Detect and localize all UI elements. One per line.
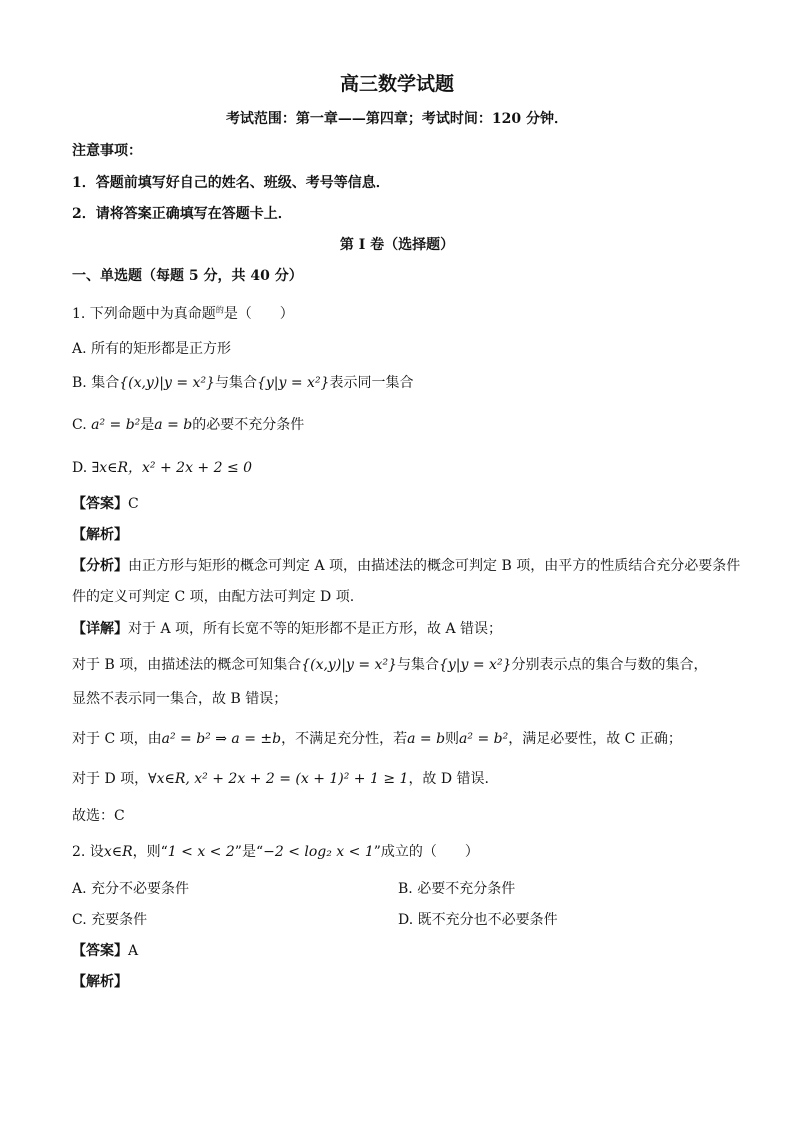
q1-fenxi-line-2: 件的定义可判定 C 项，由配方法可判定 D 项. — [72, 589, 355, 605]
q1-xj4-mid2: 则 — [445, 731, 460, 747]
q1-xiangjie-line-5 — [72, 770, 489, 788]
q1-option-d-prefix: D. — [72, 460, 92, 476]
q2-stem-mid2: ”是“ — [234, 844, 264, 860]
page-title: 高三数学试题 — [339, 73, 454, 95]
q2-option-b: B. 必要不充分条件 — [398, 881, 516, 897]
q1-xj4-expr3: a² = b² — [459, 731, 509, 747]
q2-stem-expr2: 1 < x < 2 — [167, 844, 235, 860]
q2-answer-value: A — [128, 943, 139, 959]
q1-xj4-expr1: a² = b² ⇒ a = ±b — [161, 731, 282, 747]
q2-stem-expr1: x∈R — [103, 844, 133, 860]
q2-answer-label: 【答案】 — [72, 943, 128, 959]
q1-option-c-mid: 是 — [140, 417, 155, 433]
q1-option-b-set2: {y|y = x²} — [256, 375, 330, 391]
q1-answer-value: C — [128, 496, 139, 512]
q2-analysis-label: 【解析】 — [72, 974, 128, 990]
notice-heading: 注意事项： — [72, 143, 142, 159]
q1-option-d — [72, 459, 252, 477]
q1-xiangjie-line-4 — [72, 730, 682, 748]
q1-xiangjie-line-3: 显然不表示同一集合，故 B 错误； — [72, 691, 288, 707]
q1-option-d-expr: ∃x∈R，x² + 2x + 2 ≤ 0 — [91, 460, 253, 476]
q1-option-c-suffix: 的必要不充分条件 — [192, 417, 305, 433]
section-title: 一、单选题（每题 5 分，共 40 分） — [72, 268, 303, 284]
q1-xiangjie-line-1 — [72, 620, 502, 638]
q1-xiangjie-text-1: 对于 A 项，所有长宽不等的矩形都不是正方形，故 A 错误； — [128, 621, 503, 637]
q1-option-b-mid: 与集合 — [214, 375, 257, 391]
q1-option-c — [72, 416, 304, 434]
q1-option-b — [72, 374, 413, 392]
q1-answer-label: 【答案】 — [72, 496, 128, 512]
q1-option-a: A. 所有的矩形都是正方形 — [72, 341, 232, 357]
q2-option-c: C. 充要条件 — [72, 912, 148, 928]
q2-stem-expr3: −2 < log₂ x < 1 — [263, 844, 374, 860]
q1-xj5-prefix: 对于 D 项， — [72, 771, 149, 787]
q1-choose: 故选：C — [72, 808, 125, 824]
q1-answer — [72, 495, 139, 513]
q2-stem-suffix: ”成立的（ ） — [373, 844, 479, 860]
q1-stem — [72, 305, 294, 323]
q1-option-c-expr2: a = b — [154, 417, 193, 433]
q1-option-c-prefix: C. — [72, 417, 92, 433]
q1-xj2-set1: {(x,y)|y = x²} — [301, 657, 397, 673]
q1-xj5-expr: ∀x∈R, x² + 2x + 2 = (x + 1)² + 1 ≥ 1 — [148, 771, 409, 787]
q1-option-b-set1: {(x,y)|y = x²} — [119, 375, 215, 391]
q1-option-c-expr1: a² = b² — [91, 417, 141, 433]
volume-title: 第 I 卷（选择题） — [339, 237, 455, 253]
notice-item-1: 1．答题前填写好自己的姓名、班级、考号等信息． — [72, 175, 390, 191]
notice-item-2: 2．请将答案正确填写在答题卡上． — [72, 206, 292, 222]
exam-scope-subtitle: 考试范围：第一章——第四章；考试时间：120 分钟． — [225, 111, 569, 127]
q1-xiangjie-label: 【详解】 — [72, 621, 128, 637]
q1-xj4-prefix: 对于 C 项，由 — [72, 731, 162, 747]
q1-stem-text-b: 是（ ） — [223, 306, 294, 322]
q1-xj4-expr2: a = b — [407, 731, 446, 747]
q1-xj5-suffix: ，故 D 错误. — [408, 771, 490, 787]
q2-stem-mid: ，则“ — [132, 844, 168, 860]
q2-option-a: A. 充分不必要条件 — [72, 881, 190, 897]
q1-xj2-suffix: 分别表示点的集合与数的集合， — [511, 657, 708, 673]
q2-stem-prefix: 2. 设 — [72, 844, 104, 860]
q2-option-d: D. 既不充分也不必要条件 — [398, 912, 558, 928]
q1-fenxi-text-1: 由正方形与矩形的概念可判定 A 项，由描述法的概念可判定 B 项，由平方的性质结合充分必要条件 — [128, 558, 741, 574]
q2-answer — [72, 942, 138, 960]
q1-stem-mark: 的 — [215, 305, 224, 315]
q1-xj2-set2: {y|y = x²} — [438, 657, 512, 673]
q1-option-b-suffix: 表示同一集合 — [329, 375, 414, 391]
q1-xj4-mid: ，不满足充分性，若 — [281, 731, 408, 747]
q1-xj2-prefix: 对于 B 项，由描述法的概念可知集合 — [72, 657, 302, 673]
q1-stem-text-a: 1. 下列命题中为真命题 — [72, 306, 216, 322]
q2-stem — [72, 843, 479, 861]
q1-analysis-label: 【解析】 — [72, 527, 128, 543]
q1-xj2-mid: 与集合 — [396, 657, 439, 673]
q1-option-b-prefix: B. 集合 — [72, 375, 120, 391]
q1-fenxi-label: 【分析】 — [72, 558, 128, 574]
q1-xiangjie-line-2 — [72, 656, 707, 674]
q1-xj4-suffix: ，满足必要性，故 C 正确； — [508, 731, 682, 747]
q1-fenxi-line-1 — [72, 557, 740, 575]
